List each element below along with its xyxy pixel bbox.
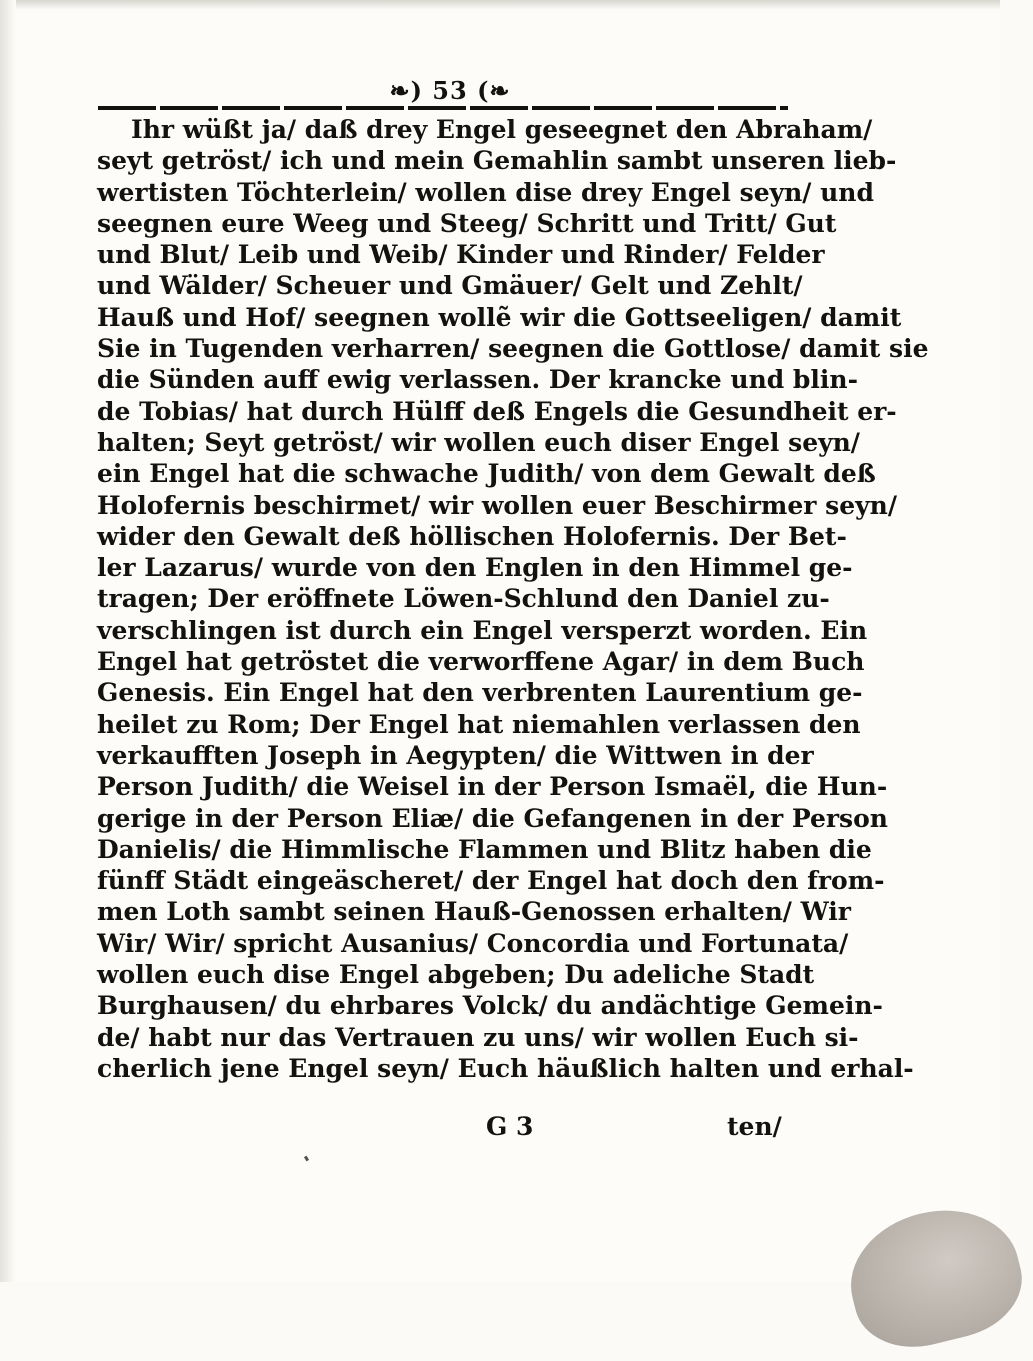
text-line: verschlingen ist durch ein Engel versperzt worden. Ein [97,615,868,645]
text-line: verkaufften Joseph in Aegypten/ die Wittwen in der [97,740,814,770]
text-line: cherlich jene Engel seyn/ Euch häußlich halten und erhal- [97,1053,914,1083]
signature-mark: G 3 [486,1112,534,1141]
text-line: Hauß und Hof/ seegnen wollẽ wir die Gottseeligen/ damit [97,302,902,332]
text-line: halten; Seyt getröst/ wir wollen euch diser Engel seyn/ [97,427,860,457]
text-line: Wir/ Wir/ spricht Ausanius/ Concordia und Fortunata/ [97,928,849,958]
text-line: de Tobias/ hat durch Hülff deß Engels die Gesundheit er- [97,396,897,426]
page-left-edge [0,0,16,1282]
text-line: Genesis. Ein Engel hat den verbrenten Laurentium ge- [97,678,863,708]
text-line: heilet zu Rom; Der Engel hat niemahlen verlassen den [97,709,861,739]
text-line: ein Engel hat die schwache Judith/ von dem Gewalt deß [97,459,876,489]
text-line: seegnen eure Weeg und Steeg/ Schritt und Tritt/ Gut [97,208,837,238]
ink-speck [304,1156,309,1162]
text-line: Engel hat getröstet die verworffene Agar/ in dem Buch [97,647,865,677]
page-footer [0,1112,1000,1146]
text-line: und Wälder/ Scheuer und Gmäuer/ Gelt und Zehlt/ [97,271,803,301]
thumb-shadow [837,1193,1033,1360]
text-line: tragen; Der eröffnete Löwen-Schlund den Daniel zu- [97,584,830,614]
text-line: ler Lazarus/ wurde von den Englen in den Himmel ge- [97,553,853,583]
body-text [97,114,929,1084]
text-line: Ihr wüßt ja/ daß drey Engel geseegnet den Abraham/ [131,115,873,144]
text-line: wollen euch dise Engel abgeben; Du adeliche Stadt [97,960,815,990]
text-line: Person Judith/ die Weisel in der Person Ismaël, die Hun- [97,772,888,802]
text-line: die Sünden auff ewig verlassen. Der krancke und blin- [97,365,858,395]
text-line: und Blut/ Leib und Weib/ Kinder und Rinder/ Felder [97,240,825,270]
text-line: seyt getröst/ ich und mein Gemahlin sambt unseren lieb- [97,146,897,176]
text-line: Holofernis beschirmet/ wir wollen euer Beschirmer seyn/ [97,490,897,520]
text-line: Burghausen/ du ehrbares Volck/ du andächtige Gemein- [97,991,883,1021]
header-rule [98,106,788,110]
ornament-left-icon: ❧) [389,76,423,105]
catchword: ten/ [727,1112,782,1141]
text-line: wider den Gewalt deß höllischen Holofernis. Der Bet- [97,521,847,551]
text-line: de/ habt nur das Vertrauen zu uns/ wir wollen Euch si- [97,1022,859,1052]
page-top-edge [0,0,1000,10]
page-number: 53 [432,76,468,105]
text-line: gerige in der Person Eliæ/ die Gefangenen in der Person [97,803,888,833]
text-line: wertisten Töchterlein/ wollen dise drey Engel seyn/ und [97,177,874,207]
ornament-right-icon: (❧ [477,76,511,105]
page-header [0,76,900,105]
text-line: Sie in Tugenden verharren/ seegnen die Gottlose/ damit sie [97,334,929,364]
text-line: fünff Städt eingeäscheret/ der Engel hat doch den from- [97,866,885,896]
text-line: men Loth sambt seinen Hauß-Genossen erhalten/ Wir [97,897,851,927]
text-line: Danielis/ die Himmlische Flammen und Blitz haben die [97,834,872,864]
